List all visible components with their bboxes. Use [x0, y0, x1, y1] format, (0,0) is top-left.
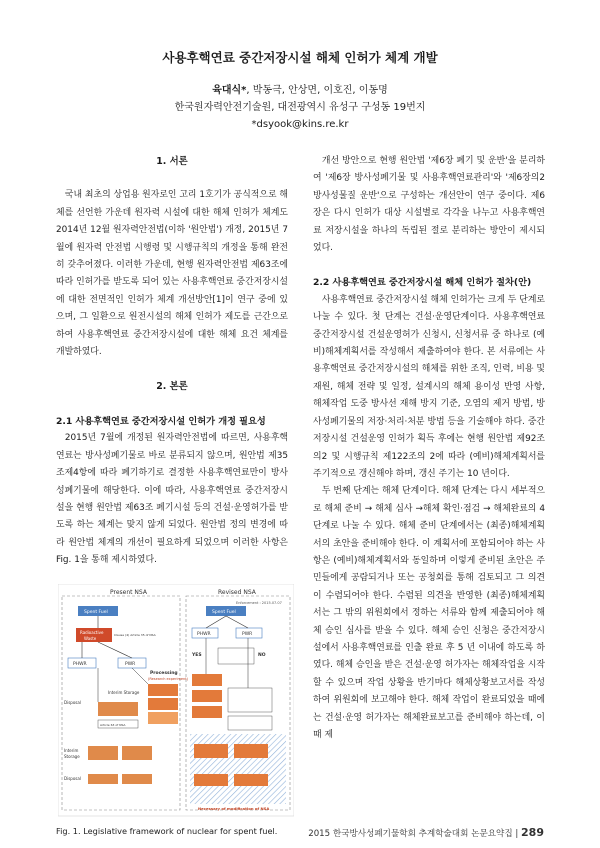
affiliation: 한국원자력안전기술원, 대전광역시 유성구 구성동 19번지: [174, 102, 426, 113]
clause-text: Clause (4) Article 35 of NSA: [114, 633, 156, 637]
revised-nsa-label: Revised NSA: [218, 589, 256, 596]
page-footer: [308, 826, 544, 839]
rad-waste-text: Radioactive: [80, 630, 104, 635]
figure-caption: Fig. 1. Legislative framework of nuclear for spent fuel.: [56, 826, 278, 836]
modification-label: Necessary of modification of NSA: [198, 806, 270, 811]
paragraph-revision: 개선 방안으로 현행 원안법 '제6장 폐기 및 운반'을 분리하여 '제6장 방사성폐기물 및 사용후핵연료관리'와 '제6장의2 방사성물질 운반'으로 구성하는 개선안이 연구 중이다. 제6장은 다시 인허가 대상 시설별로 각각을 나누고 사용후핵연료 저장시설을 하나의 독립된 절로 분리하는 방안이 제시되었다.: [313, 156, 545, 254]
disposal-left: Disposal: [64, 700, 81, 705]
left-column: [56, 153, 288, 570]
figure-legislative-framework: [58, 584, 294, 828]
svg-text:Interim: Interim: [64, 748, 79, 753]
svg-text:Waste: Waste: [84, 636, 97, 641]
email: *dsyook@kins.re.kr: [251, 119, 349, 130]
footer-text: 2015 한국방사성폐기물학회 추계학술대회 논문요약집: [308, 829, 513, 839]
pwr-right: PWR: [242, 632, 253, 637]
processing-label: Processing: [150, 671, 178, 676]
paragraph-2-1: 2015년 7월에 개정된 원자력안전법에 따르면, 사용후핵연료는 방사성폐기물로 바로 분류되지 않으며, 원안법 제35조제4항에 따라 폐기하기로 결정한 사용후핵연료만이 방사성폐기물에 해당한다. 이에 따라, 사용후핵연료 중간저장시설을 현행 원안법 제63조 폐기시설 등의 건설·운영허가를 받도록 하는 체계는 맞지 않게 되었다. 원안법 정의 변경에 따라 원안법 체계의 개선이 필요하게 되었으며 이러한 사항은 Fig. 1을 통해 제시하였다.: [56, 433, 288, 566]
phwr-left: PHWR: [73, 662, 87, 667]
subsection-2-1-heading: 2.1 사용후핵연료 중간저장시설 인허가 개정 필요성: [56, 415, 266, 427]
author-names: [0, 82, 600, 99]
right-column: [313, 153, 545, 744]
enforcement-label: Enforcement : 2015.07.07: [236, 601, 282, 605]
section-intro-heading: 1. 서론: [156, 156, 188, 167]
paragraph-2-2-b: 두 번째 단계는 해체 단계이다. 해체 단계는 다시 세부적으로 해체 준비 → 해체 심사 →해체 확인·점검 → 해체완료의 4단계로 나눌 수 있다. 해체 준비 단계에서는 (최종)해체계획서의 초안을 준비해야 한다. 이 계획서에 포함되어야 하는 사항은 (예비)해체계획서와 동일하며 이렇게 준비된 초안은 주민들에게 공람되거나 또는 공청회를 통해 검토되고 그 의견이 수렴되어야 한다. 수렴된 의견을 반영한 (최종)해체계획서는 그 밖의 위원회에서 정하는 서류와 함께 제출되어야 해체 승인 심사를 받을 수 있다. 해체 승인 신청은 중간저장시설에서 사용후핵연료를 인출 완료 후 5 년 이내에 하도록 하였다. 해체 승인을 받은 건설·운영 허가자는 해체작업을 시작할 수 있으며 작업 상황을 반기마다 해체상황보고서를 작성하여 위원회에 보고해야 한다. 해체 작업이 완료되었을 때에는 건설·운영 허가자는 해체완료보고를 준비해야 하는데, 이 때 제: [313, 486, 545, 740]
interim-left: Interim Storage: [108, 690, 140, 695]
paper-title: 사용후핵연료 중간저장시설 해체 인허가 체계 개발: [162, 50, 438, 65]
present-nsa-label: Present NSA: [110, 589, 147, 596]
subsection-2-2-heading: 2.2 사용후핵연료 중간저장시설 해체 인허가 절차(안): [313, 277, 532, 289]
spent-fuel-text-right: Spent Fuel: [212, 610, 236, 615]
author-block: [0, 82, 600, 133]
pwr-left: PWR: [125, 662, 136, 667]
section-body-heading: 2. 본론: [156, 381, 188, 393]
spent-fuel-text-left: Spent Fuel: [84, 610, 108, 615]
svg-text:Article 63 of NSA: Article 63 of NSA: [100, 723, 126, 727]
paragraph-2-2-a: 사용후핵연료 중간저장시설 해체 인허가는 크게 두 단계로 나눌 수 있다. 첫 단계는 건설·운영단계이다. 사용후핵연료 중간저장시설 건설운영허가 신청시, 신청서류 중 하나로 (예비)해체계획서를 작성해서 제출하여야 한다. 본 서류에는 사용후핵연료 중간저장시설의 해체를 위한 조직, 인력, 비용 및 재원, 해체 전략 및 일정, 설계시의 해체 용이성 반영 사항, 해체작업 도중 방사선 재해 방지 기준, 오염의 제거 방법, 방사성폐기물의 저장·처리·처분 방법 등을 기술해야 하다. 중간저장시설 건설운영 인허가 획득 후에는 현행 원안법 제92조의2 및 시행규칙 제122조의 2에 따라 (예비)해체계획서를 주기적으로 갱신해야 하며, 갱신 주기는 10 년이다.: [313, 294, 545, 479]
lead-author: 육대식*: [212, 85, 247, 96]
svg-text:Disposal: Disposal: [64, 776, 81, 781]
no-label: NO: [258, 653, 266, 658]
page-number: 289: [521, 826, 544, 839]
co-authors: , 박동극, 안상면, 이호진, 이동명: [246, 85, 388, 96]
phwr-right: PHWR: [197, 632, 211, 637]
intro-paragraph: 국내 최초의 상업용 원자로인 고리 1호기가 공식적으로 해체를 선언한 가운데 원자력 시설에 대한 해체 인허가 체계도 2014년 12월 원자력안전법(이하 '원안법') 개정, 2015년 7월에 원자력 안전법 시행령 및 시행규칙의 개정을 통해 완전히 갖추어졌다. 이러한 가운데, 현행 원자력안전법 제63조에 따라 인허가를 받도록 되어 있는 사용후핵연료 중간저장시설에 대한 전면적인 인허가 체계 개선방안[1]이 연구 중에 있으며, 그 일환으로 원전시설의 해체 인허가 제도를 근간으로 하여 사용후핵연료 중간저장시설에 대한 해체 요건 체계를 개발하였다.: [56, 190, 288, 358]
footer-separator: |: [515, 829, 519, 839]
yes-label: YES: [192, 653, 202, 658]
research-label: (Research experiment): [148, 677, 189, 681]
svg-text:Storage: Storage: [64, 754, 80, 759]
